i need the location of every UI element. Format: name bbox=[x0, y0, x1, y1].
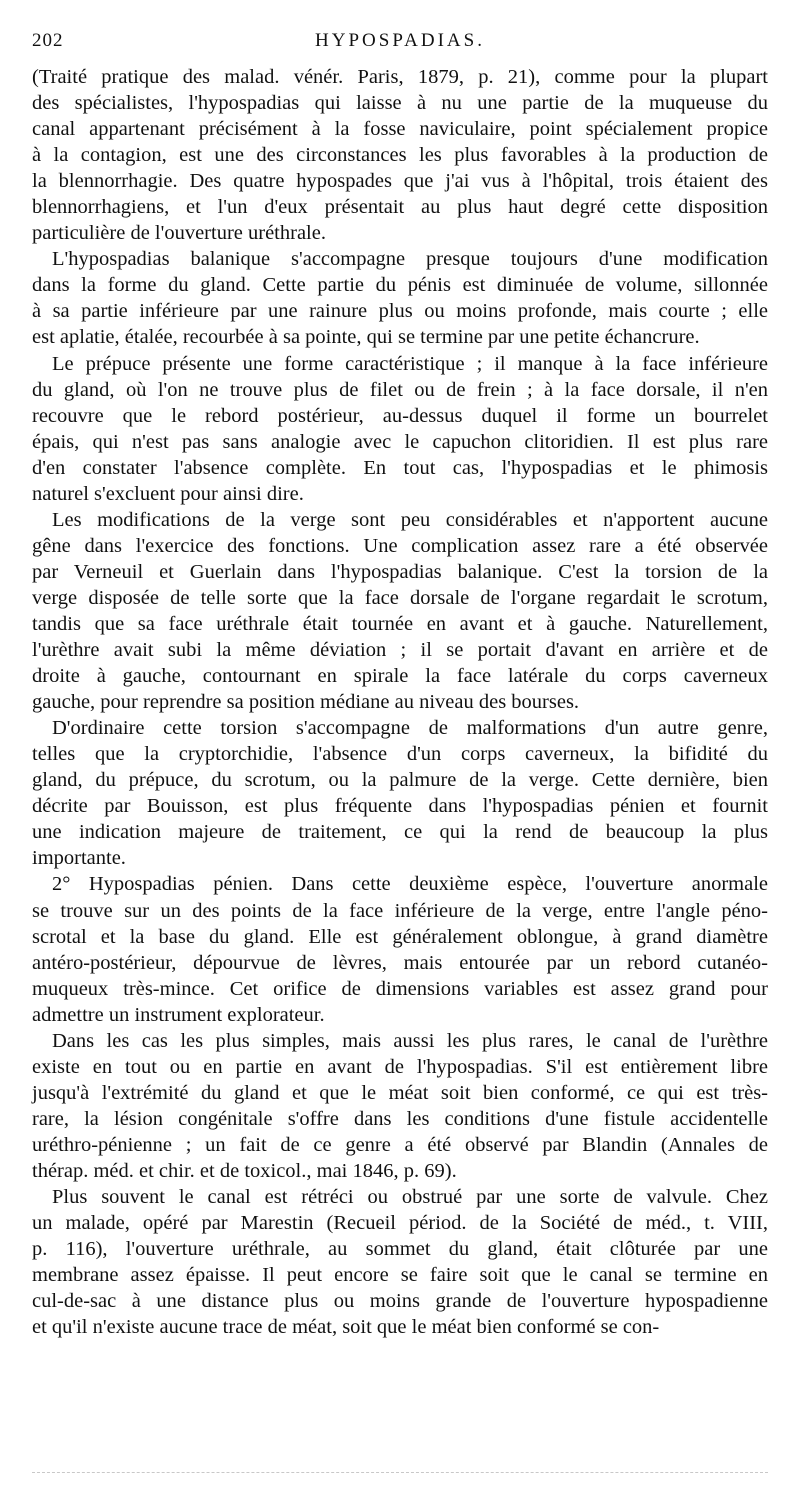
paragraph-malformations bbox=[32, 715, 768, 871]
text-line: du gland, où l'on ne trouve plus de filet ou de frein ; à la face dorsale, il n'en bbox=[32, 378, 768, 401]
paragraph-simple-cases bbox=[32, 1028, 768, 1184]
text-line: D'ordinaire cette torsion s'accompagne de malformations d'un autre genre, bbox=[52, 717, 768, 740]
body-text bbox=[32, 64, 768, 1340]
running-head: HYPOSPADIAS. bbox=[315, 30, 485, 51]
text-line: cul-de-sac à une distance plus ou moins grande de l'ouverture hypospadienne bbox=[32, 1290, 768, 1313]
text-line: (Traité pratique des malad. vénér. Paris, 1879, p. 21), comme pour la plupart bbox=[32, 66, 768, 88]
text-line: uréthro-pénienne ; un fait de ce genre a été observé par Blandin (Annales de bbox=[32, 1133, 768, 1156]
text-line: Le prépuce présente une forme caractéristique ; il manque à la face inférieure bbox=[52, 352, 768, 375]
paragraph-penile-hypospadias bbox=[32, 871, 768, 1027]
text-line: muqueux très-mince. Cet orifice de dimensions variables est assez grand pour bbox=[32, 977, 768, 1000]
text-line: admettre un instrument explorateur. bbox=[32, 1003, 325, 1026]
text-line: naturel s'excluent pour ainsi dire. bbox=[32, 482, 304, 505]
text-line: à sa partie inférieure par une rainure plus ou moins profonde, mais courte ; elle bbox=[32, 300, 768, 323]
text-line: se trouve sur un des points de la face inférieure de la verge, entre l'angle péno- bbox=[32, 899, 768, 922]
text-line: à la contagion, est une des circonstances les plus favorables à la production de bbox=[32, 144, 768, 167]
text-line: blennorrhagiens, et l'un d'eux présentait au plus haut degré cette disposition bbox=[32, 196, 768, 219]
paragraph-narrowed-canal bbox=[32, 1184, 768, 1340]
text-line: particulière de l'ouverture uréthrale. bbox=[32, 222, 326, 245]
text-line: importante. bbox=[32, 847, 126, 870]
text-line: antéro-postérieur, dépourvue de lèvres, mais entourée par un rebord cutanéo- bbox=[32, 951, 768, 974]
text-line: un malade, opéré par Marestin (Recueil périod. de la Société de méd., t. VIII, bbox=[32, 1212, 768, 1235]
paragraph-prepuce bbox=[32, 351, 768, 507]
footer-dashed-rule bbox=[32, 1472, 768, 1473]
text-line: d'en constater l'absence complète. En tout cas, l'hypospadias et le phimosis bbox=[32, 456, 768, 479]
text-line: thérap. méd. et chir. et de toxicol., mai 1846, p. 69). bbox=[32, 1159, 457, 1182]
text-line: telles que la cryptorchidie, l'absence d'un corps caverneux, la bifidité du bbox=[32, 743, 768, 766]
text-line: une indication majeure de traitement, ce qui la rend de beaucoup la plus bbox=[32, 821, 768, 844]
text-line: gauche, pour reprendre sa position médiane au niveau des bourses. bbox=[32, 691, 580, 714]
text-line: rare, la lésion congénitale s'offre dans les conditions d'une fistule accidentelle bbox=[32, 1107, 768, 1130]
text-line: l'urèthre avait subi la même déviation ; il se portait d'avant en arrière et de bbox=[32, 639, 768, 662]
text-line: par Verneuil et Guerlain dans l'hypospadias balanique. C'est la torsion de la bbox=[32, 560, 768, 583]
text-line: L'hypospadias balanique s'accompagne presque toujours d'une modification bbox=[52, 248, 768, 271]
text-line: épais, qui n'est pas sans analogie avec le capuchon clitoridien. Il est plus rare bbox=[32, 430, 768, 453]
text-line: canal appartenant précisément à la fosse naviculaire, point spécialement propice bbox=[32, 118, 768, 141]
text-line: verge disposée de telle sorte que la face dorsale de l'organe regardait le scrotum, bbox=[32, 586, 768, 609]
text-line: gêne dans l'exercice des fonctions. Une complication assez rare a été observée bbox=[32, 534, 768, 557]
page-header bbox=[32, 30, 768, 60]
text-line: dans la forme du gland. Cette partie du pénis est diminuée de volume, sillonnée bbox=[32, 274, 768, 297]
text-line: recouvre que le rebord postérieur, au-dessus duquel il forme un bourrelet bbox=[32, 404, 768, 427]
text-line: Les modifications de la verge sont peu considérables et n'apportent aucune bbox=[52, 508, 768, 531]
text-line: tandis que sa face uréthrale était tournée en avant et à gauche. Naturellement, bbox=[32, 612, 768, 635]
text-line: la blennorrhagie. Des quatre hypospades que j'ai vus à l'hôpital, trois étaient des bbox=[32, 170, 768, 193]
page-number: 202 bbox=[32, 30, 64, 51]
text-line: 2° Hypospadias pénien. Dans cette deuxième espèce, l'ouverture anormale bbox=[52, 873, 768, 896]
text-line: décrite par Bouisson, est plus fréquente dans l'hypospadias pénien et fournit bbox=[32, 795, 768, 818]
text-line: membrane assez épaisse. Il peut encore se faire soit que le canal se termine en bbox=[32, 1264, 768, 1287]
text-line: Plus souvent le canal est rétréci ou obstrué par une sorte de valvule. Chez bbox=[52, 1186, 768, 1209]
text-line: droite à gauche, contournant en spirale la face latérale du corps caverneux bbox=[32, 665, 768, 688]
text-line: existe en tout ou en partie en avant de l'hypospadias. S'il est entièrement libre bbox=[32, 1055, 768, 1078]
paragraph-torsion bbox=[32, 507, 768, 715]
paragraph-contagion bbox=[32, 64, 768, 246]
text-line: des spécialistes, l'hypospadias qui laisse à nu une partie de la muqueuse du bbox=[32, 92, 768, 115]
page-footer-rule bbox=[32, 1470, 768, 1476]
text-line: Dans les cas les plus simples, mais aussi les plus rares, le canal de l'urèthre bbox=[52, 1029, 768, 1052]
text-line: scrotal et la base du gland. Elle est généralement oblongue, à grand diamètre bbox=[32, 925, 768, 948]
text-line: p. 116), l'ouverture uréthrale, au sommet du gland, était clôturée par une bbox=[32, 1238, 768, 1261]
text-line: jusqu'à l'extrémité du gland et que le méat soit bien conformé, ce qui est très- bbox=[32, 1081, 768, 1104]
paragraph-balanic-gland bbox=[32, 246, 768, 350]
text-line: gland, du prépuce, du scrotum, ou la palmure de la verge. Cette dernière, bien bbox=[32, 769, 768, 792]
text-line: est aplatie, étalée, recourbée à sa pointe, qui se termine par une petite échancrure. bbox=[32, 326, 700, 349]
text-line: et qu'il n'existe aucune trace de méat, soit que le méat bien conformé se con- bbox=[32, 1316, 660, 1339]
